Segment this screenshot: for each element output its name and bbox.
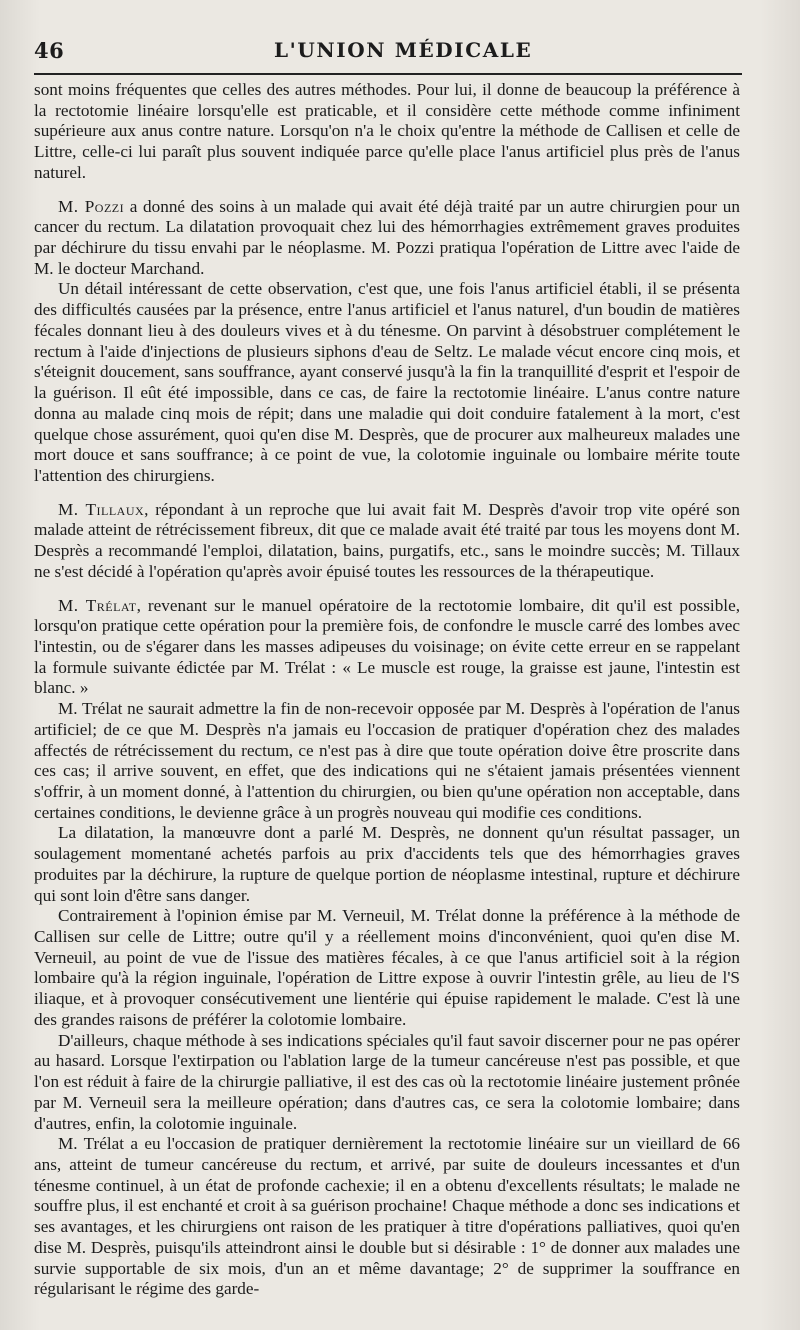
header-rule [34, 73, 742, 75]
paragraph-text: M. Trélat ne saurait admettre la fin de non-recevoir opposée par M. Desprès à l'opération de l'anus artificiel; de ce que M. Desprès n'a jamais eu l'occasion de pratiquer d'opération chez des malades affectés de rétrécissement du rectum, ce n'est pas à dire que toute opération doive être proscrite dans ces cas; il arrive souvent, en effet, que des indications qui ne s'étaient jamais présentées viennent s'offrir, à un moment donné, à l'attention du chirurgien, ou bien qu'une opération non acceptable, dans certaines conditions, le devienne grâce à un progrès nouveau qui modifie ces conditions. [34, 699, 740, 822]
paragraph [34, 80, 740, 184]
paragraph [34, 596, 740, 700]
speaker-name: M. Pozzi [58, 196, 125, 216]
paragraph-text: a donné des soins à un malade qui avait été déjà traité par un autre chirurgien pour un cancer du rectum. La dilatation provoquait chez lui des hémorrhagies extrêmement graves produites par déchirure du tissu envahi par le néoplasme. M. Pozzi pratiqua l'opération de Littre avec l'aide de M. le docteur Marchand. [34, 196, 740, 278]
paragraph [34, 906, 740, 1030]
page-number: 46 [34, 38, 65, 63]
paragraph-text: , revenant sur le manuel opératoire de la rectotomie lombaire, dit qu'il est possible, lorsqu'on pratique cette opération pour la première fois, de confondre le muscle carré des lombes avec l'intestin, ou de s'égarer dans les masses adipeuses du voisinage; on évite cette erreur en se rappelant la formule suivante édictée par M. Trélat : « Le muscle est rouge, la graisse est jaune, l'intestin est blanc. » [34, 595, 740, 698]
paragraph-text: La dilatation, la manœuvre dont a parlé M. Desprès, ne donnent qu'un résultat passager, un soulagement momentané achetés parfois au prix d'accidents tels que des hémorrhagies graves produites par la déchirure, la rupture de quelque portion de néoplasme intestinal, rupture et déchirure qui sont loin d'être sans danger. [34, 823, 740, 905]
paragraph [34, 1031, 740, 1135]
paragraph-text: Contrairement à l'opinion émise par M. Verneuil, M. Trélat donne la préférence à la méthode de Callisen sur celle de Littre; outre qu'il y a réellement moins d'inconvénient, quoi qu'en dise M. Verneuil, au point de vue de l'issue des matières fécales, à ce que l'anus artificiel soit à la région lombaire qu'à la région inguinale, l'opération de Littre expose à ouvrir l'intestin grêle, au lieu de l'S iliaque, et à provoquer consécutivement une lientérie qui épuise rapidement le malade. C'est là une des grandes raisons de préférer la colotomie lombaire. [34, 906, 740, 1029]
paragraph [34, 197, 740, 280]
paragraph [34, 500, 740, 583]
speaker-name: M. Tillaux [58, 499, 145, 519]
paragraph-text: , répondant à un reproche que lui avait fait M. Desprès d'avoir trop vite opéré son malade atteint de rétrécissement fibreux, dit que ce malade avait été traité par tous les moyens dont M. Desprès a recommandé l'emploi, dilatation, bains, purgatifs, etc., sans le moindre succès; M. Tillaux ne s'est décidé à l'opération qu'après avoir épuisé toutes les ressources de la thérapeutique. [34, 499, 741, 581]
paragraph-text: D'ailleurs, chaque méthode à ses indications spéciales qu'il faut savoir discerner pour ne pas opérer au hasard. Lorsque l'extirpation ou l'ablation large de la tumeur cancéreuse n'est pas possible, et que l'on est réduit à faire de la chirurgie palliative, il est des cas où la rectotomie linéaire justement prônée par M. Verneuil sera la meilleure opération; dans d'autres cas, ce sera la colotomie lombaire; dans d'autres, enfin, la colotomie inguinale. [34, 1030, 740, 1133]
journal-title: L'UNION MÉDICALE [274, 38, 533, 62]
paragraph [34, 699, 740, 823]
running-head [34, 38, 734, 68]
paragraph-text: sont moins fréquentes que celles des autres méthodes. Pour lui, il donne de beaucoup la préférence à la rectotomie linéaire lorsqu'elle est praticable, et il considère cette méthode comme infiniment supérieure aux anus contre nature. Lorsqu'on n'a le choix qu'entre la méthode de Callisen et celle de Littre, celle-ci lui paraît plus souvent indiquée parce qu'elle place l'anus artificiel plus près de l'anus naturel. [34, 80, 740, 182]
article-body [34, 80, 740, 1300]
paragraph-text: M. Trélat a eu l'occasion de pratiquer dernièrement la rectotomie linéaire sur un vieillard de 66 ans, atteint de tumeur cancéreuse du rectum, et arrivé, par suite de douleurs incessantes et d'un ténesme continuel, à un état de profonde cachexie; il en a obtenu d'excellents résultats; le malade ne souffre plus, il est enchanté et croit à sa guérison prochaine! Chaque méthode a donc ses indications et ses avantages, et les chirurgiens ont raison de les pratiquer à titre d'opérations palliatives, quoi qu'en dise M. Desprès, puisqu'ils atteindront ainsi le double but si désirable : 1° de donner aux malades une survie supportable de six mois, d'un an et même davantage; 2° de supprimer la souffrance en régularisant le régime des garde- [34, 1134, 740, 1299]
speaker-name: M. Trélat [58, 595, 137, 615]
paragraph [34, 279, 740, 486]
paragraph-text: Un détail intéressant de cette observation, c'est que, une fois l'anus artificiel établi, il se présenta des difficultés causées par la présence, entre l'anus artificiel et l'anus naturel, d'un boudin de matières fécales donnant lieu à des douleurs vives et à du ténesme. On parvint à désobstruer complétement le rectum à l'aide d'injections de plusieurs siphons d'eau de Seltz. Le malade vécut encore cinq mois, et s'éteignit doucement, sans souffrance, ayant conservé jusqu'à la fin la tranquillité d'esprit et l'espoir de la guérison. Il eût été impossible, dans ce cas, de faire la rectotomie linéaire. L'anus contre nature donna au malade cinq mois de répit; dans une maladie qui doit conduire fatalement à la mort, c'est quelque chose assurément, quoi qu'en dise M. Desprès, que de procurer aux malheureux malades une mort douce et sans souffrance; à ce point de vue, la colotomie inguinale ou lombaire mérite toute l'attention des chirurgiens. [34, 279, 740, 485]
paragraph [34, 823, 740, 906]
paragraph [34, 1134, 740, 1300]
